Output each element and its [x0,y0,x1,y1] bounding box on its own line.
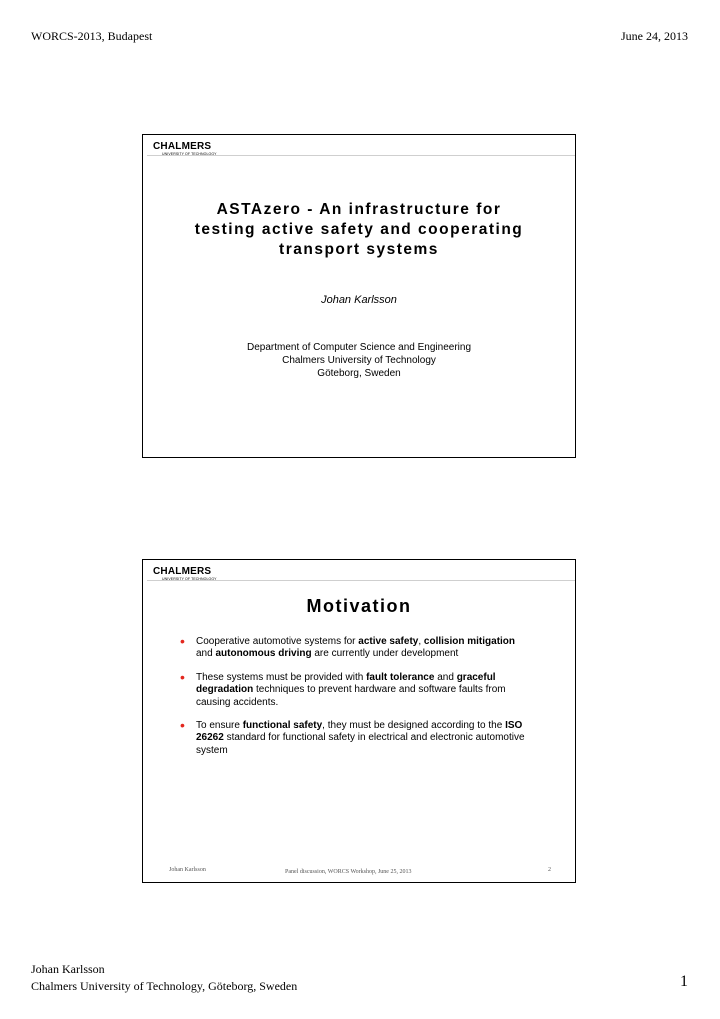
slide-title: Motivation [306,596,412,616]
slide-title [143,200,575,260]
bold-term: autonomous driving [215,648,312,660]
bullet-text [196,672,530,709]
bullet-item [180,668,530,709]
bullet-text [196,720,530,757]
text-run: , [418,636,424,647]
bold-term: graceful degradation [196,671,496,696]
bold-term: collision mitigation [423,636,516,647]
bullet-marker-icon: • [180,668,185,685]
slide-1 [142,134,576,458]
affiliation-line: Chalmers University of Technology [282,355,436,366]
bullet-marker-icon: • [180,717,185,734]
page-header-left: WORCS-2013, Budapest [31,29,153,43]
bullet-item [180,633,530,661]
logo-wordmark: CHALMERS [153,566,212,577]
affiliation-line: Department of Computer Science and Engineering [246,342,472,353]
affiliation [143,341,575,380]
header-rule [147,580,575,581]
text-run: are currently under development [311,648,459,660]
bullet-list [180,633,530,768]
bullet-text [196,636,530,661]
bullet-marker-icon: • [180,633,185,649]
affiliation-line: Göteborg, Sweden [317,368,401,379]
page-number: 1 [680,973,688,990]
page-footer-affiliation: Chalmers University of Technology, Göteborg, Sweden [31,979,298,993]
text-run: To ensure [196,720,243,732]
header-rule [147,155,575,156]
slide-number: 2 [548,867,551,873]
text-run: These systems must be provided with [196,671,367,683]
slide-footer-author: Johan Karlsson [169,867,206,873]
text-run: standard for functional safety in electrical and electronic automotive system [196,732,525,756]
slide-footer-event: Panel discussion, WORCS Workshop, June 25, 2013 [285,869,412,875]
logo-wordmark: CHALMERS [153,141,212,152]
slide-2 [142,559,576,883]
page-header-right: June 24, 2013 [621,29,688,43]
title-line: transport systems [279,241,439,258]
logo-subtitle: UNIVERSITY OF TECHNOLOGY [162,577,217,581]
text-run: techniques to prevent hardware and software faults from causing accidents. [196,684,506,708]
title-line: testing active safety and cooperating [194,221,524,238]
bullet-item [180,717,530,757]
page-footer-author: Johan Karlsson [31,962,105,976]
bold-term: active safety [358,636,419,647]
title-line: ASTAzero - An infrastructure for [216,201,502,218]
author-name: Johan Karlsson [321,294,397,306]
bold-term: functional safety [242,720,323,732]
text-run: Cooperative automotive systems for [196,636,359,647]
bold-term: fault tolerance [366,671,435,683]
text-run: and [196,648,216,660]
text-run: and [434,671,457,683]
bold-term: ISO 26262 [196,720,523,744]
text-run: , they must be designed according to the [322,720,506,732]
logo-subtitle: UNIVERSITY OF TECHNOLOGY [162,152,217,156]
